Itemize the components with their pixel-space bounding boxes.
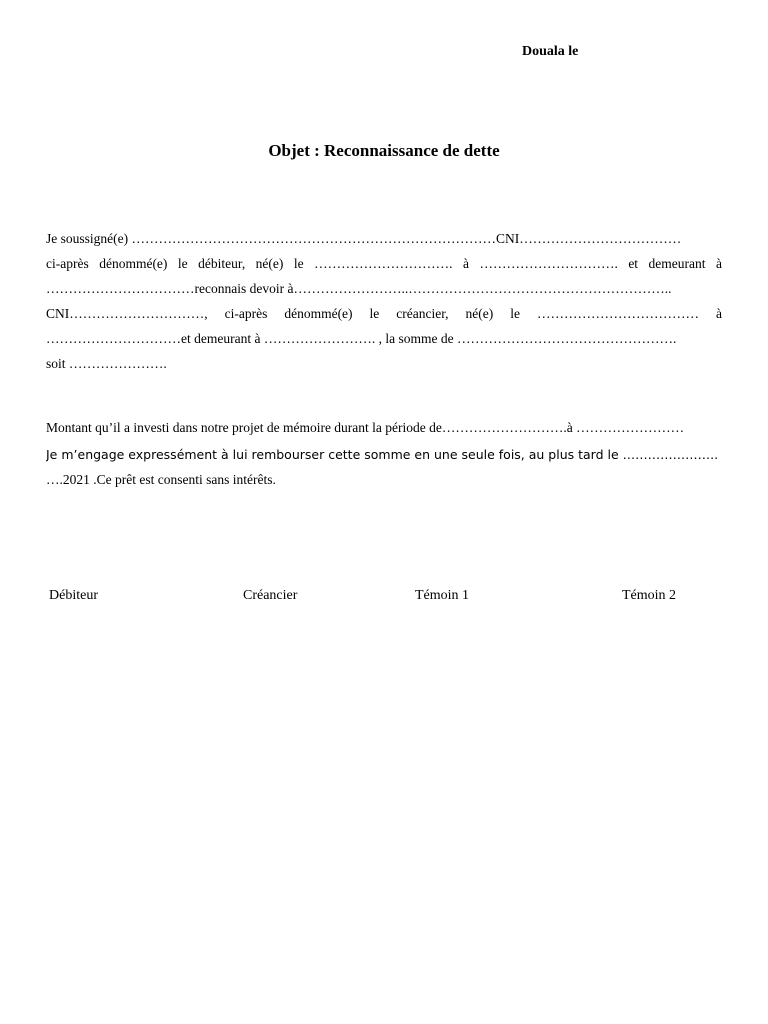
paragraph2-line2: Je m’engage expressément à lui rembourser cette somme en une seule fois, au plus tard le ………………….. (46, 447, 719, 462)
paragraph1-line5: …………………………et demeurant à ……………………. , la somme de …………………………………………. (46, 331, 677, 346)
signature-creditor-label: Créancier (243, 588, 298, 603)
paragraph2-line3: ….2021 .Ce prêt est consenti sans intérêts. (46, 472, 276, 487)
paragraph1-line2: ci-après dénommé(e) le débiteur, né(e) le …………………………. à …………………………. et demeurant à (46, 256, 722, 271)
paragraph1-line1: Je soussigné(e) ………………………………………………………………………CNI……………………………… (46, 231, 682, 246)
signature-witness2-label: Témoin 2 (622, 588, 677, 603)
signature-witness1-label: Témoin 1 (415, 588, 470, 603)
document-subject: Objet : Reconnaissance de dette (268, 141, 500, 160)
paragraph2-line1: Montant qu’il a investi dans notre projet de mémoire durant la période de……………………….à …………………… (46, 420, 685, 435)
paragraph1-line4: CNI…………………………, ci-après dénommé(e) le créancier, né(e) le ……………………………… à (46, 306, 722, 321)
paragraph1-line3: ……………………………reconnais devoir à……………………..………………………………………………….. (46, 281, 672, 296)
signature-debtor-label: Débiteur (49, 588, 98, 603)
paragraph1-line6: soit …………………. (46, 356, 167, 371)
date-label: Douala le (522, 44, 579, 59)
